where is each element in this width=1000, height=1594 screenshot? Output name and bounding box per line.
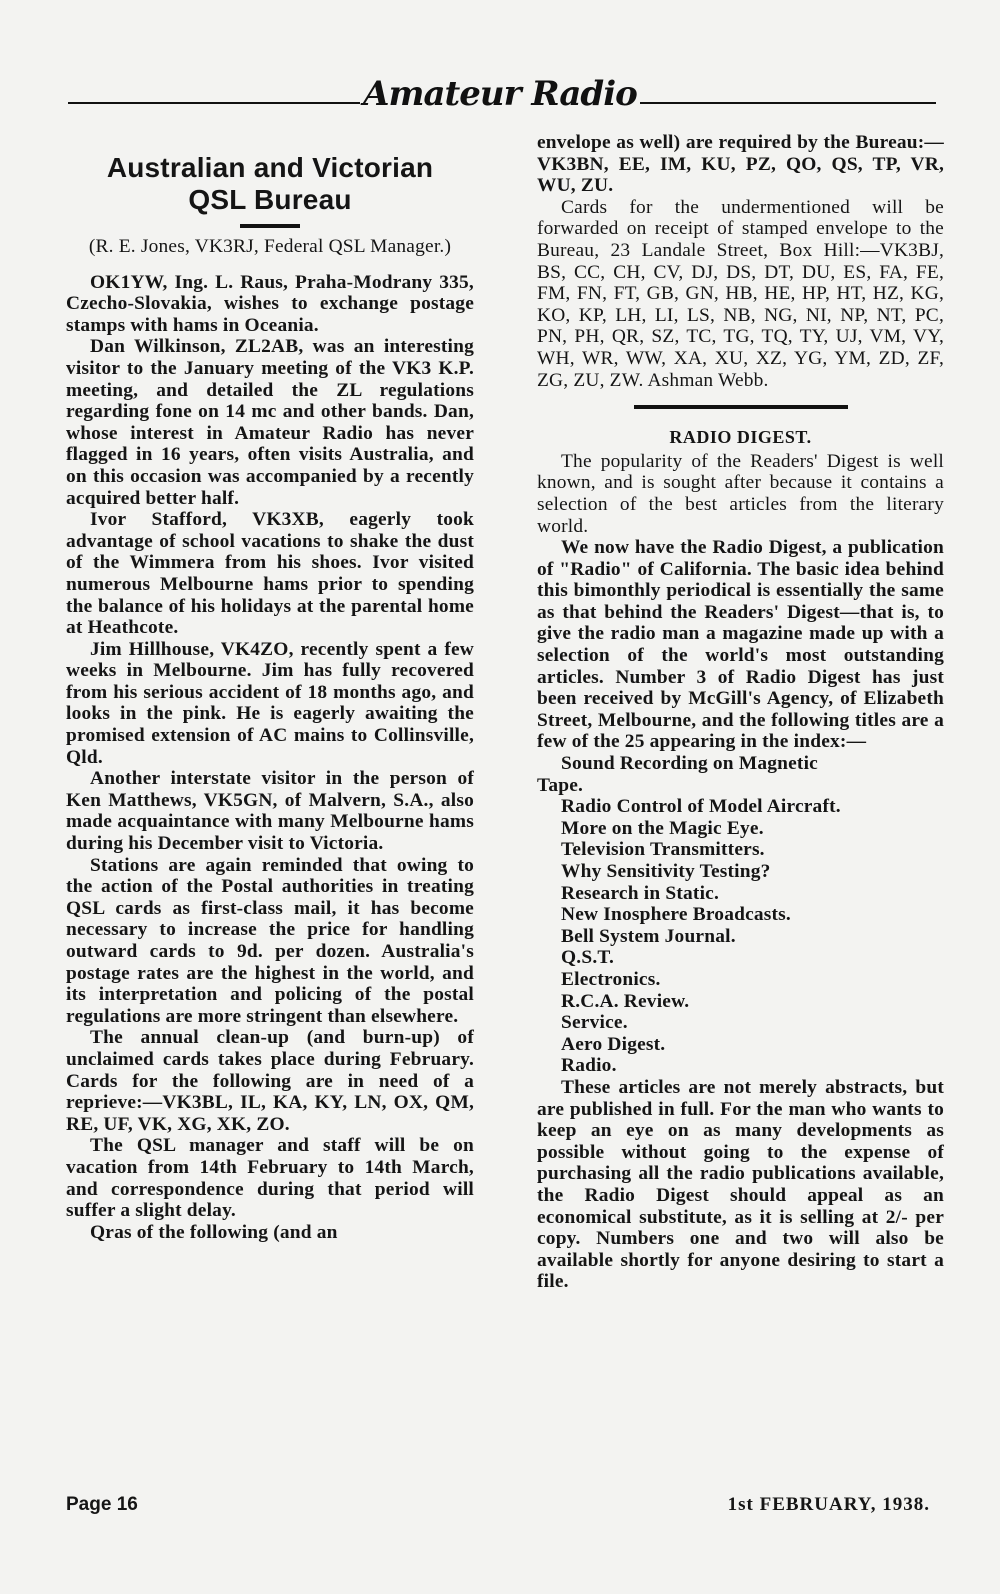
- paragraph: The annual clean-up (and burn-up) of unclaimed cards takes place during February. Cards for the following are in need of a reprieve:—VK3BL, IL, KA, KY, LN, OX, QM, RE, UF, VK, XG, XK, ZO.: [66, 1027, 474, 1135]
- paragraph: Ivor Stafford, VK3XB, eagerly took advantage of school vacations to shake the dust of the Wimmera from his shoes. Ivor visited numerous Melbourne hams prior to spending the balance of his holidays at the parental home at Heathcote.: [66, 509, 474, 639]
- index-item: Radio.: [561, 1055, 617, 1077]
- index-first-item: [537, 753, 944, 796]
- paragraph: These articles are not merely abstracts, but are published in full. For the man who wants to keep an eye on as many developments as possible without going to the expense of purchasing all the radio publications available, the Radio Digest should appeal as an economical substitute, as it is selling at 2/- per copy. Numbers one and two will also be available shortly for anyone desiring to start a file.: [537, 1076, 944, 1293]
- paragraph: Dan Wilkinson, ZL2AB, was an interesting visitor to the January meeting of the VK3 K.P. meeting, and detailed the ZL regulations regarding fone on 14 mc and other bands. Dan, whose interest in Amateur Radio has never flagged in 16 years, often visits Australia, and on this occasion was accompanied by a recently acquired better half.: [66, 336, 474, 509]
- index-item: Aero Digest.: [561, 1033, 666, 1055]
- right-column: [537, 132, 944, 1293]
- index-item: Radio Control of Model Aircraft.: [561, 796, 841, 818]
- paragraph: Another interstate visitor in the person of Ken Matthews, VK5GN, of Malvern, S.A., also made acquaintance with many Melbourne hams during his December visit to Victoria.: [66, 768, 474, 855]
- issue-date: 1st FEBRUARY, 1938.: [727, 1494, 930, 1515]
- index-item: Electronics.: [561, 968, 661, 990]
- masthead-title: Amateur Radio: [363, 74, 637, 114]
- masthead-rule-left: [68, 102, 360, 104]
- paragraph: Stations are again reminded that owing to the action of the Postal authorities in treating QSL cards as first-class mail, it has become necessary to increase the price for handling outward cards to 9d. per dozen. Australia's postage rates are the highest in the world, and its interpretation and policing of the postal regulations are more stringent than elsewhere.: [66, 854, 474, 1027]
- index-list: [537, 796, 944, 1077]
- paragraph: Jim Hillhouse, VK4ZO, recently spent a few weeks in Melbourne. Jim has fully recovered from his serious accident of 18 months ago, and looks in the pink. He is eagerly awaiting the promised extension of AC mains to Collinsville, Qld.: [66, 638, 474, 768]
- article-title-line-2: QSL Bureau: [188, 184, 352, 215]
- index-item: Research in Static.: [561, 882, 720, 904]
- paragraph: Qras of the following (and an: [90, 1221, 338, 1243]
- title-rule: [240, 224, 300, 228]
- paragraph: OK1YW, Ing. L. Raus, Praha-Modrany 335, Czecho-Slovakia, wishes to exchange postage stamps with hams in Oceania.: [66, 271, 474, 336]
- index-item: Bell System Journal.: [561, 925, 736, 947]
- paragraph: The QSL manager and staff will be on vacation from 14th February to 14th March, and correspondence during that period will suffer a slight delay.: [66, 1135, 474, 1222]
- paragraph: envelope as well) are required by the Bureau:—VK3BN, EE, IM, KU, PZ, QO, QS, TP, VR, WU, ZU.: [537, 132, 944, 197]
- index-item: New Inosphere Broadcasts.: [561, 904, 791, 926]
- index-item: Why Sensitivity Testing?: [561, 861, 771, 882]
- article-title: [66, 152, 474, 216]
- index-item-continuation: Tape.: [537, 774, 584, 796]
- masthead: [68, 72, 936, 116]
- article-title-line-1: Australian and Victorian: [106, 152, 434, 183]
- paragraph: Cards for the undermentioned will be forwarded on receipt of stamped envelope to the Bureau, 23 Landale Street, Box Hill:—VK3BJ, BS, CC, CH, CV, DJ, DS, DT, DU, ES, FA, FE, FM, FN, FT, GB, GN, HB, HE, HP, HT, HZ, KG, KO, KP, LH, LI, LS, NB, NG, NI, NP, NT, PC, PN, PH, QR, SZ, TC, TG, TQ, TY, UJ, VM, VY, WH, WR, WW, XA, XU, XZ, YG, YM, ZD, ZF, ZG, ZU, ZW. Ashman Webb.: [537, 196, 944, 391]
- section-rule: [634, 405, 848, 409]
- index-item: Sound Recording on Magnetic: [561, 753, 818, 775]
- index-item: R.C.A. Review.: [561, 990, 690, 1012]
- byline: (R. E. Jones, VK3RJ, Federal QSL Manager.): [88, 236, 452, 257]
- section-heading: RADIO DIGEST.: [669, 427, 812, 448]
- paragraph: We now have the Radio Digest, a publication of "Radio" of California. The basic idea behind this bimonthly periodical is essentially the same as that behind the Readers' Digest—that is, to give the radio man a magazine made up with a selection of the world's most outstanding articles. Number 3 of Radio Digest has just been received by McGill's Agency, of Elizabeth Street, Melbourne, and the following titles are a few of the 25 appearing in the index:—: [537, 537, 944, 753]
- paragraph: The popularity of the Readers' Digest is well known, and is sought after because it contains a selection of the best articles from the literary world.: [537, 450, 944, 537]
- page-number: Page 16: [66, 1494, 138, 1515]
- index-item: Q.S.T.: [561, 947, 615, 969]
- left-column: [66, 132, 474, 1243]
- index-item: More on the Magic Eye.: [561, 817, 764, 839]
- index-item: Service.: [561, 1012, 628, 1034]
- index-item: Television Transmitters.: [561, 839, 765, 861]
- masthead-rule-right: [640, 102, 936, 104]
